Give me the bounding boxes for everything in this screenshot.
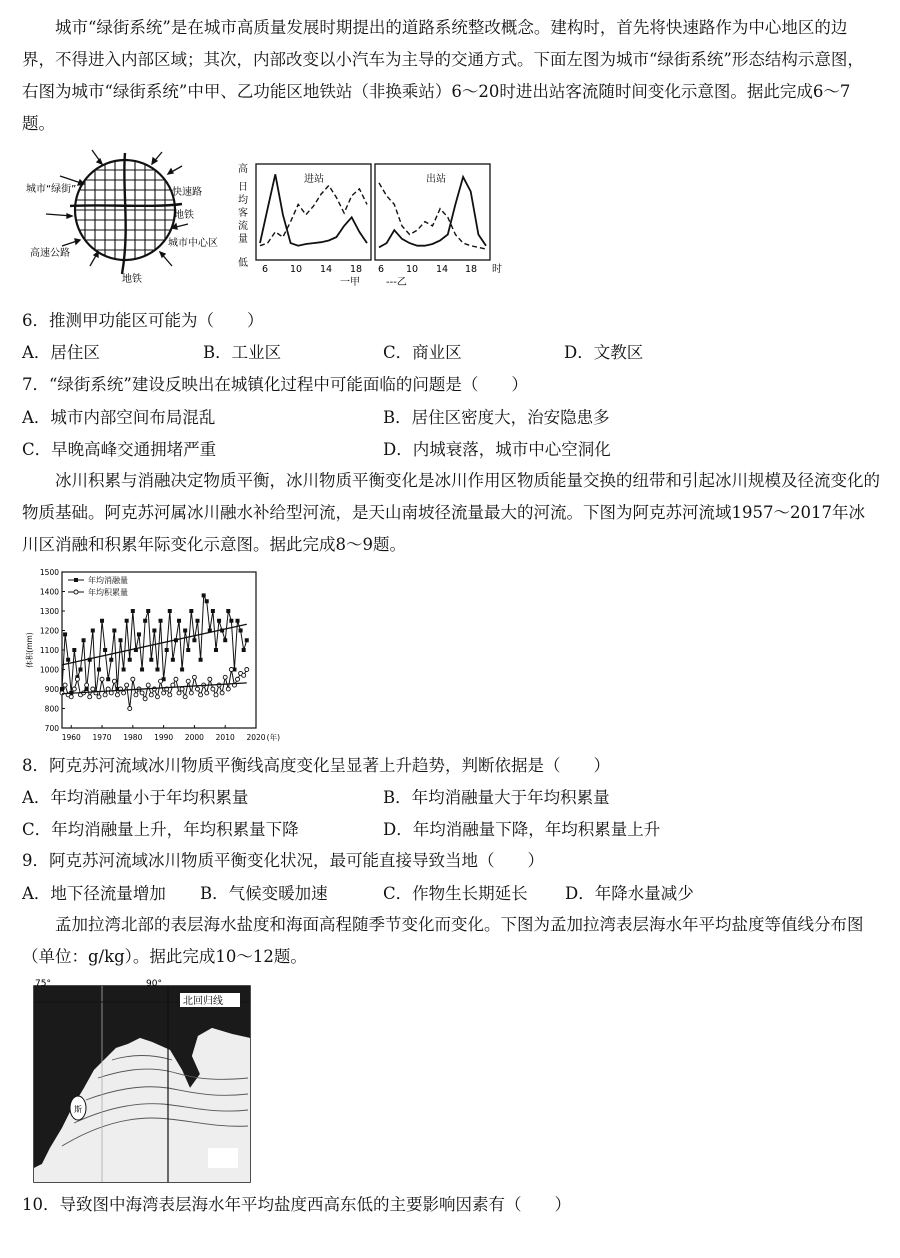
label-highway: 高速公路 [30,248,70,259]
glacier-melt-point [226,609,230,613]
glacier-x-tick-label: 1960 [61,733,81,742]
glacier-melt-point [155,668,159,672]
glacier-melt-point [97,668,101,672]
glacier-y-tick-label: 800 [44,704,59,714]
label-green-street: 城市“绿街” [26,184,77,195]
svg-text:低: 低 [238,258,248,269]
tick-out-18: 18 [465,264,478,275]
lon-90-label: 90° [146,979,162,989]
glacier-melt-point [112,629,116,633]
glacier-accum-point [149,693,153,697]
glacier-melt-point [131,609,135,613]
glacier-melt-point [192,638,196,642]
legend-melt-marker [74,578,78,582]
q7-option-b[interactable]: B．居住区密度大，治安隐患多 [383,408,610,427]
glacier-accum-point [229,668,233,672]
glacier-y-tick-label: 1000 [39,665,59,675]
glacier-y-tick-label: 700 [44,724,59,733]
glacier-melt-point [119,638,123,642]
glacier-y-tick-label: 1100 [39,646,59,655]
glacier-accum-point [69,695,73,699]
glacier-melt-point [78,668,82,672]
glacier-melt-point [106,677,110,681]
tick-in-10: 10 [290,264,303,275]
flow-out-series-jia-line [379,177,486,248]
flow-in-series-yi-line [260,186,367,246]
map-white-patch [208,1148,238,1168]
glacier-accum-point [168,693,172,697]
q6-option-b[interactable]: B．工业区 [203,343,282,362]
glacier-y-tick-label: 900 [44,685,59,694]
q7-option-a[interactable]: A．城市内部空间布局混乱 [22,408,216,427]
glacier-accum-point [75,677,79,681]
glacier-y-tick-label: 1400 [39,587,59,597]
glacier-accum-point [143,697,147,701]
glacier-series-1-trend-line [62,683,247,694]
svg-text:客: 客 [238,208,248,219]
tick-out-6: 6 [378,264,385,275]
glacier-x-axis-unit: (年) [266,733,280,742]
tropic-label: 北回归线 [183,996,223,1007]
intro-paragraph-10-12: 孟加拉湾北部的表层海水盐度和海面高程随季节变化而变化。下图为孟加拉湾表层海水年平均盐度等值线分布图（单位：g/kg）。据此完成10～12题。 [22,915,864,966]
glacier-melt-point [202,593,206,597]
glacier-accum-point [226,687,230,691]
glacier-accum-point [103,693,107,697]
q9-option-c[interactable]: C．作物生长期延长 [383,884,528,903]
glacier-melt-point [63,632,67,636]
x-unit: 时 [492,264,502,275]
svg-text:高: 高 [238,164,248,175]
glacier-y-axis-label: 体积(mm) [25,632,34,668]
label-subway-bottom: 地铁 [122,274,142,285]
label-city-center: 城市中心区 [168,238,218,249]
glacier-melt-point [146,609,150,613]
legend-accum-label: 年均积累量 [88,588,128,597]
glacier-x-tick-label: 2010 [215,733,235,742]
glacier-accum-point [88,695,92,699]
q8-option-a[interactable]: A．年均消融量小于年均积累量 [22,788,249,807]
glacier-melt-point [100,619,104,623]
glacier-melt-point [171,658,175,662]
q8-option-d[interactable]: D．年均消融量下降，年均积累量上升 [383,820,661,839]
glacier-x-tick-label: 1980 [123,733,143,742]
q8-option-c[interactable]: C．年均消融量上升，年均积累量下降 [22,820,299,839]
green-street-diagram [22,148,232,286]
glacier-accum-point [131,677,135,681]
glacier-accum-point [85,683,89,687]
glacier-accum-point [125,683,129,687]
glacier-melt-point [91,629,95,633]
glacier-melt-point [165,648,169,652]
glacier-melt-point [122,668,126,672]
tick-in-14: 14 [320,264,333,275]
glacier-melt-point [211,609,215,613]
glacier-melt-point [152,629,156,633]
q7-option-c[interactable]: C．早晚高峰交通拥堵严重 [22,440,217,459]
flow-out-series-yi-line [379,183,486,249]
glacier-accum-point [195,687,199,691]
glacier-accum-point [192,675,196,679]
island-label: 斯 [74,1105,82,1114]
q8-option-b[interactable]: B．年均消融量大于年均积累量 [383,788,610,807]
glacier-accum-point [171,683,175,687]
glacier-melt-point [189,609,193,613]
glacier-accum-point [180,687,184,691]
glacier-melt-point [66,658,70,662]
glacier-accum-point [97,695,101,699]
glacier-melt-point [149,658,153,662]
legend-yi: ---乙 [386,277,407,288]
bay-of-bengal-salinity-map [22,978,254,1188]
q7-option-d[interactable]: D．内城衰落，城市中心空洞化 [383,440,611,459]
glacier-x-tick-label: 1970 [92,733,112,742]
glacier-mass-chart [22,568,284,746]
glacier-melt-point [186,648,190,652]
glacier-accum-point [214,693,218,697]
question-7-stem: 7．“绿街系统”建设反映出在城镇化过程中可能面临的问题是（ ） [22,375,528,394]
legend-jia: 一甲 [340,277,360,288]
glacier-accum-point [63,683,67,687]
legend-melt-label: 年均消融量 [88,576,128,585]
lon-75-label: 75° [35,979,51,989]
glacier-accum-point [134,693,138,697]
svg-text:量: 量 [238,234,248,245]
flow-in-series-jia-line [260,174,367,245]
glacier-x-tick-label: 2020 [246,733,266,742]
glacier-accum-point [72,687,76,691]
glacier-melt-point [103,648,107,652]
glacier-accum-point [177,691,181,695]
glacier-melt-point [242,648,246,652]
q9-option-d[interactable]: D．年降水量减少 [565,884,694,903]
glacier-melt-point [223,638,227,642]
glacier-melt-point [205,599,209,603]
glacier-accum-point [205,691,209,695]
glacier-accum-point [236,677,240,681]
glacier-melt-point [140,668,144,672]
glacier-melt-point [143,619,147,623]
glacier-melt-point [72,648,76,652]
glacier-accum-point [140,691,144,695]
glacier-accum-point [199,693,203,697]
glacier-accum-point [174,677,178,681]
glacier-melt-point [214,648,218,652]
glacier-accum-point [112,679,116,683]
svg-text:日: 日 [238,182,248,193]
glacier-accum-point [220,691,224,695]
glacier-accum-point [115,693,119,697]
glacier-accum-point [162,691,166,695]
tick-out-10: 10 [406,264,419,275]
glacier-melt-point [125,619,129,623]
glacier-melt-point [229,619,233,623]
glacier-melt-point [137,632,141,636]
glacier-accum-point [211,687,215,691]
subway-passenger-flow-chart [236,160,506,288]
tick-out-14: 14 [436,264,449,275]
glacier-melt-point [245,638,249,642]
tick-in-6: 6 [262,264,269,275]
question-10-stem: 10．导致图中海湾表层海水年平均盐度西高东低的主要影响因素有（ ） [22,1195,571,1214]
question-9-stem: 9．阿克苏河流域冰川物质平衡变化状况，最可能直接导致当地（ ） [22,851,544,870]
label-subway-right: 地铁 [174,210,194,221]
glacier-melt-point [168,609,172,613]
glacier-accum-point [183,695,187,699]
q9-option-a[interactable]: A．地下径流量增加 [22,884,166,903]
question-6-stem: 6．推测甲功能区可能为（ ） [22,311,264,330]
flow-y-axis-label [238,162,248,269]
glacier-melt-point [82,638,86,642]
glacier-melt-point [177,619,181,623]
glacier-accum-point [91,687,95,691]
glacier-x-tick-label: 2000 [184,733,204,742]
intro-paragraph-6-7: 城市“绿街系统”是在城市高质量发展时期提出的道路系统整改概念。建构时，首先将快速路作为中心地区的边界，不得进入内部区域；其次，内部改变以小汽车为主导的交通方式。下面左图为城市“绿街系统”形态结构示意图，右图为城市“绿街系统”中甲、乙功能区地铁站（非换乘站）6～20时进出站客流随时间变化示意图。据此完成6～7题。 [22,18,864,133]
glacier-melt-point [199,658,203,662]
glacier-melt-point [217,619,221,623]
panel-out-title: 出站 [426,174,446,185]
glacier-legend [68,575,128,597]
glacier-accum-point [189,691,193,695]
glacier-accum-point [223,675,227,679]
glacier-y-tick-label: 1300 [39,607,59,616]
glacier-melt-point [109,658,113,662]
glacier-y-tick-label: 1500 [39,568,59,577]
glacier-accum-point [122,691,126,695]
legend-accum-marker [74,590,78,594]
glacier-x-tick-label: 1990 [154,733,174,742]
glacier-accum-point [159,679,163,683]
glacier-melt-point [128,658,132,662]
intro-paragraph-8-9: 冰川积累与消融决定物质平衡，冰川物质平衡变化是冰川作用区物质能量交换的纽带和引起冰川规模及径流变化的物质基础。阿克苏河属冰川融水补给型河流，是天山南坡径流量最大的河流。下图为阿克苏河流域1957～2017年冰川区消融和积累年际变化示意图。据此完成8～9题。 [22,471,880,554]
q9-option-b[interactable]: B．气候变暖加速 [200,884,328,903]
glacier-accum-point [186,679,190,683]
glacier-accum-point [146,683,150,687]
glacier-accum-point [155,695,159,699]
glacier-accum-point [245,668,249,672]
glacier-accum-point [208,677,212,681]
glacier-accum-point [100,677,104,681]
q6-option-d[interactable]: D．文教区 [564,343,644,362]
q6-option-c[interactable]: C．商业区 [383,343,462,362]
svg-text:流: 流 [238,221,248,232]
label-expressway: 快速路 [172,187,202,198]
panel-in-title: 进站 [304,174,324,185]
glacier-melt-point [180,668,184,672]
glacier-melt-point [159,619,163,623]
glacier-y-tick-label: 1200 [39,626,59,636]
glacier-accum-point [242,673,246,677]
glacier-melt-point [239,629,243,633]
question-8-stem: 8．阿克苏河流域冰川物质平衡线高度变化呈显著上升趋势，判断依据是（ ） [22,756,610,775]
tick-in-18: 18 [350,264,363,275]
glacier-accum-point [128,707,132,711]
glacier-melt-point [236,619,240,623]
glacier-melt-point [183,629,187,633]
glacier-melt-point [195,619,199,623]
svg-text:均: 均 [238,195,248,206]
q6-option-a[interactable]: A．居住区 [22,343,100,362]
